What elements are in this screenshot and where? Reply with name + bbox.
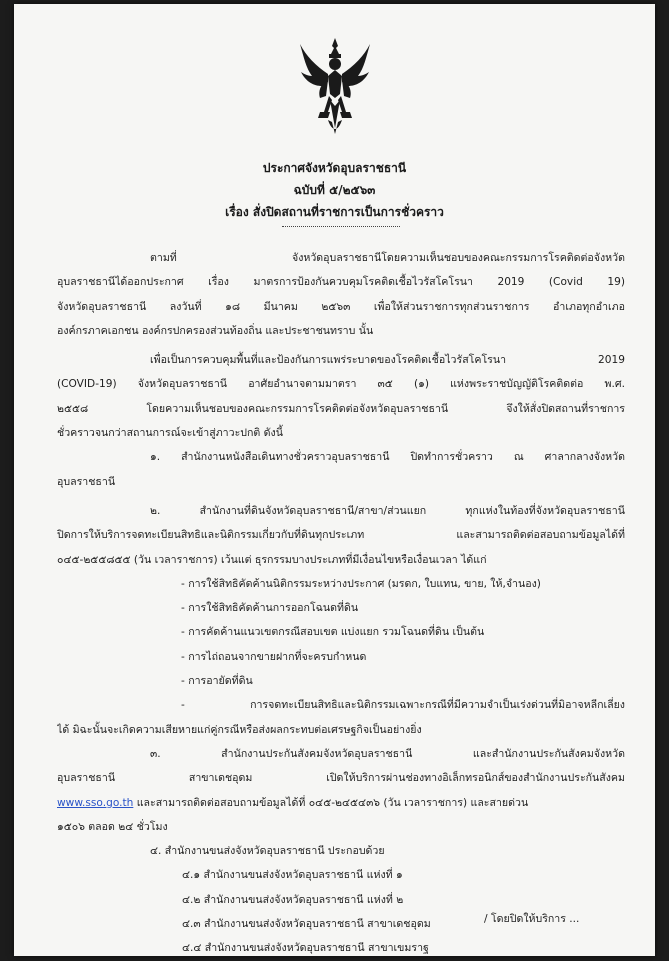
item2-line: ๒. สำนักงานที่ดินจังหวัดอุบลราชธานี/สาขา/ส่วนแยก ทุกแห่งในท้องที่จังหวัดอุบลราชธานี [150,504,625,517]
paragraph1-line: จังหวัดอุบลราชธานี ลงวันที่ ๑๘ มีนาคม ๒๕๖๓ เพื่อให้ส่วนราชการทุกส่วนราชการ อำเภอทุกอำเภอ [57,300,625,313]
document-page [14,4,655,956]
item2-bullet: - การคัดค้านแนวเขตกรณีสอบเขต แบ่งแยก รวมโฉนดที่ดิน เป็นต้น [181,626,485,639]
paragraph1-line: อุบลราชธานีได้ออกประกาศ เรื่อง มาตรการป้องกันควบคุมโรคติดเชื้อไวรัสโคโรนา 2019 (Covid 19) [57,276,625,289]
item2-bullet: - การจดทะเบียนสิทธิและนิติกรรมเฉพาะกรณีที่มีความจำเป็นเร่งด่วนที่มิอาจหลีกเลี่ยง [181,699,625,712]
item3-line: อุบลราชธานี สาขาเดชอุดม เปิดให้บริการผ่านช่องทางอิเล็กทรอนิกส์ของสำนักงานประกันสังคม [57,772,625,785]
item4-sub: ๔.๓ สำนักงานขนส่งจังหวัดอุบลราชธานี สาขาเดชอุดม [182,918,431,931]
item4-sub: ๔.๔ สำนักงานขนส่งจังหวัดอุบลราชธานี สาขาเขมราฐ [182,942,429,955]
announcement-number: ฉบับที่ ๕/๒๕๖๓ [293,183,376,197]
paragraph1-line: องค์กรภาคเอกชน องค์กรปกครองส่วนท้องถิ่น และประชาชนทราบ นั้น [57,324,374,337]
item2-bullet: - การใช้สิทธิคัดค้านการออกโฉนดที่ดิน [181,602,359,615]
continuation-note: / โดยปิดให้บริการ ... [484,913,580,925]
item2-bullet: - การใช้สิทธิคัดค้านนิติกรรมระหว่างประกาศ (มรดก, ใบแทน, ขาย, ให้,จำนอง) [181,577,541,590]
item3-line-rest: และสามารถติดต่อสอบถามข้อมูลได้ที่ ๐๔๕-๒๔๕๔๓๖ (วัน เวลาราชการ) และสายด่วน [133,796,529,809]
item2-line: ได้ มิฉะนั้นจะเกิดความเสียหายแก่คู่กรณีหรือส่งผลกระทบต่อเศรษฐกิจเป็นอย่างยิ่ง [57,723,422,736]
item2-line: ๐๔๕-๒๕๕๘๕๕ (วัน เวลาราชการ) เว้นแต่ ธุรกรรมบางประเภทที่มีเงื่อนไขหรือเงื่อนเวลา ได้แก่ [57,553,487,566]
item4-sub: ๔.๒ สำนักงานขนส่งจังหวัดอุบลราชธานี แห่งที่ ๒ [182,893,404,906]
sso-website-link[interactable]: www.sso.go.th [57,796,134,809]
paragraph2-line: เพื่อเป็นการควบคุมพื้นที่และป้องกันการแพร่ระบาดของโรคติดเชื้อไวรัสโคโรนา 2019 [150,354,625,367]
announcement-subject: เรื่อง สั่งปิดสถานที่ราชการเป็นการชั่วคราว [225,205,444,219]
paragraph2-line: ๒๕๕๘ โดยความเห็นชอบของคณะกรรมการโรคติดต่อจังหวัดอุบลราชธานี จึงให้สั่งปิดสถานที่ราชการ [57,402,625,415]
announcement-body [57,246,625,961]
title-separator [282,226,400,227]
announcement-title: ประกาศจังหวัดอุบลราชธานี [262,161,407,175]
item4-line: ๔. สำนักงานขนส่งจังหวัดอุบลราชธานี ประกอบด้วย [150,845,385,858]
item2-line: ปิดการให้บริการจดทะเบียนสิทธิและนิติกรรมเกี่ยวกับที่ดินทุกประเภท และสามารถติดต่อสอบถามข้อมูลได้ที่ [57,529,625,542]
item4-sub: ๔.๑ สำนักงานขนส่งจังหวัดอุบลราชธานี แห่งที่ ๑ [182,869,403,882]
garuda-emblem-icon [298,36,372,136]
paragraph2-line: ชั่วคราวจนกว่าสถานการณ์จะเข้าสู่ภาวะปกติ ดังนี้ [57,427,283,440]
item3-line [57,791,625,815]
item2-bullet: - การอายัดที่ดิน [181,675,253,688]
announcement-header [14,157,655,223]
item1-line: ๑. สำนักงานหนังสือเดินทางชั่วคราวอุบลราชธานี ปิดทำการชั่วคราว ณ ศาลากลางจังหวัด [150,451,625,464]
item2-bullet: - การไถ่ถอนจากขายฝากที่จะครบกำหนด [181,650,367,663]
item1-line: อุบลราชธานี [57,475,116,488]
item3-line: ๑๕๐๖ ตลอด ๒๔ ชั่วโมง [57,820,168,833]
paragraph1-line: ตามที่ จังหวัดอุบลราชธานีโดยความเห็นชอบของคณะกรรมการโรคติดต่อจังหวัด [150,252,625,264]
paragraph2-line: (COVID-19) จังหวัดอุบลราชธานี อาศัยอำนาจตามมาตรา ๓๕ (๑) แห่งพระราชบัญญัติโรคติดต่อ พ.ศ. [57,378,625,391]
item3-line: ๓. สำนักงานประกันสังคมจังหวัดอุบลราชธานี และสำนักงานประกันสังคมจังหวัด [150,747,625,760]
